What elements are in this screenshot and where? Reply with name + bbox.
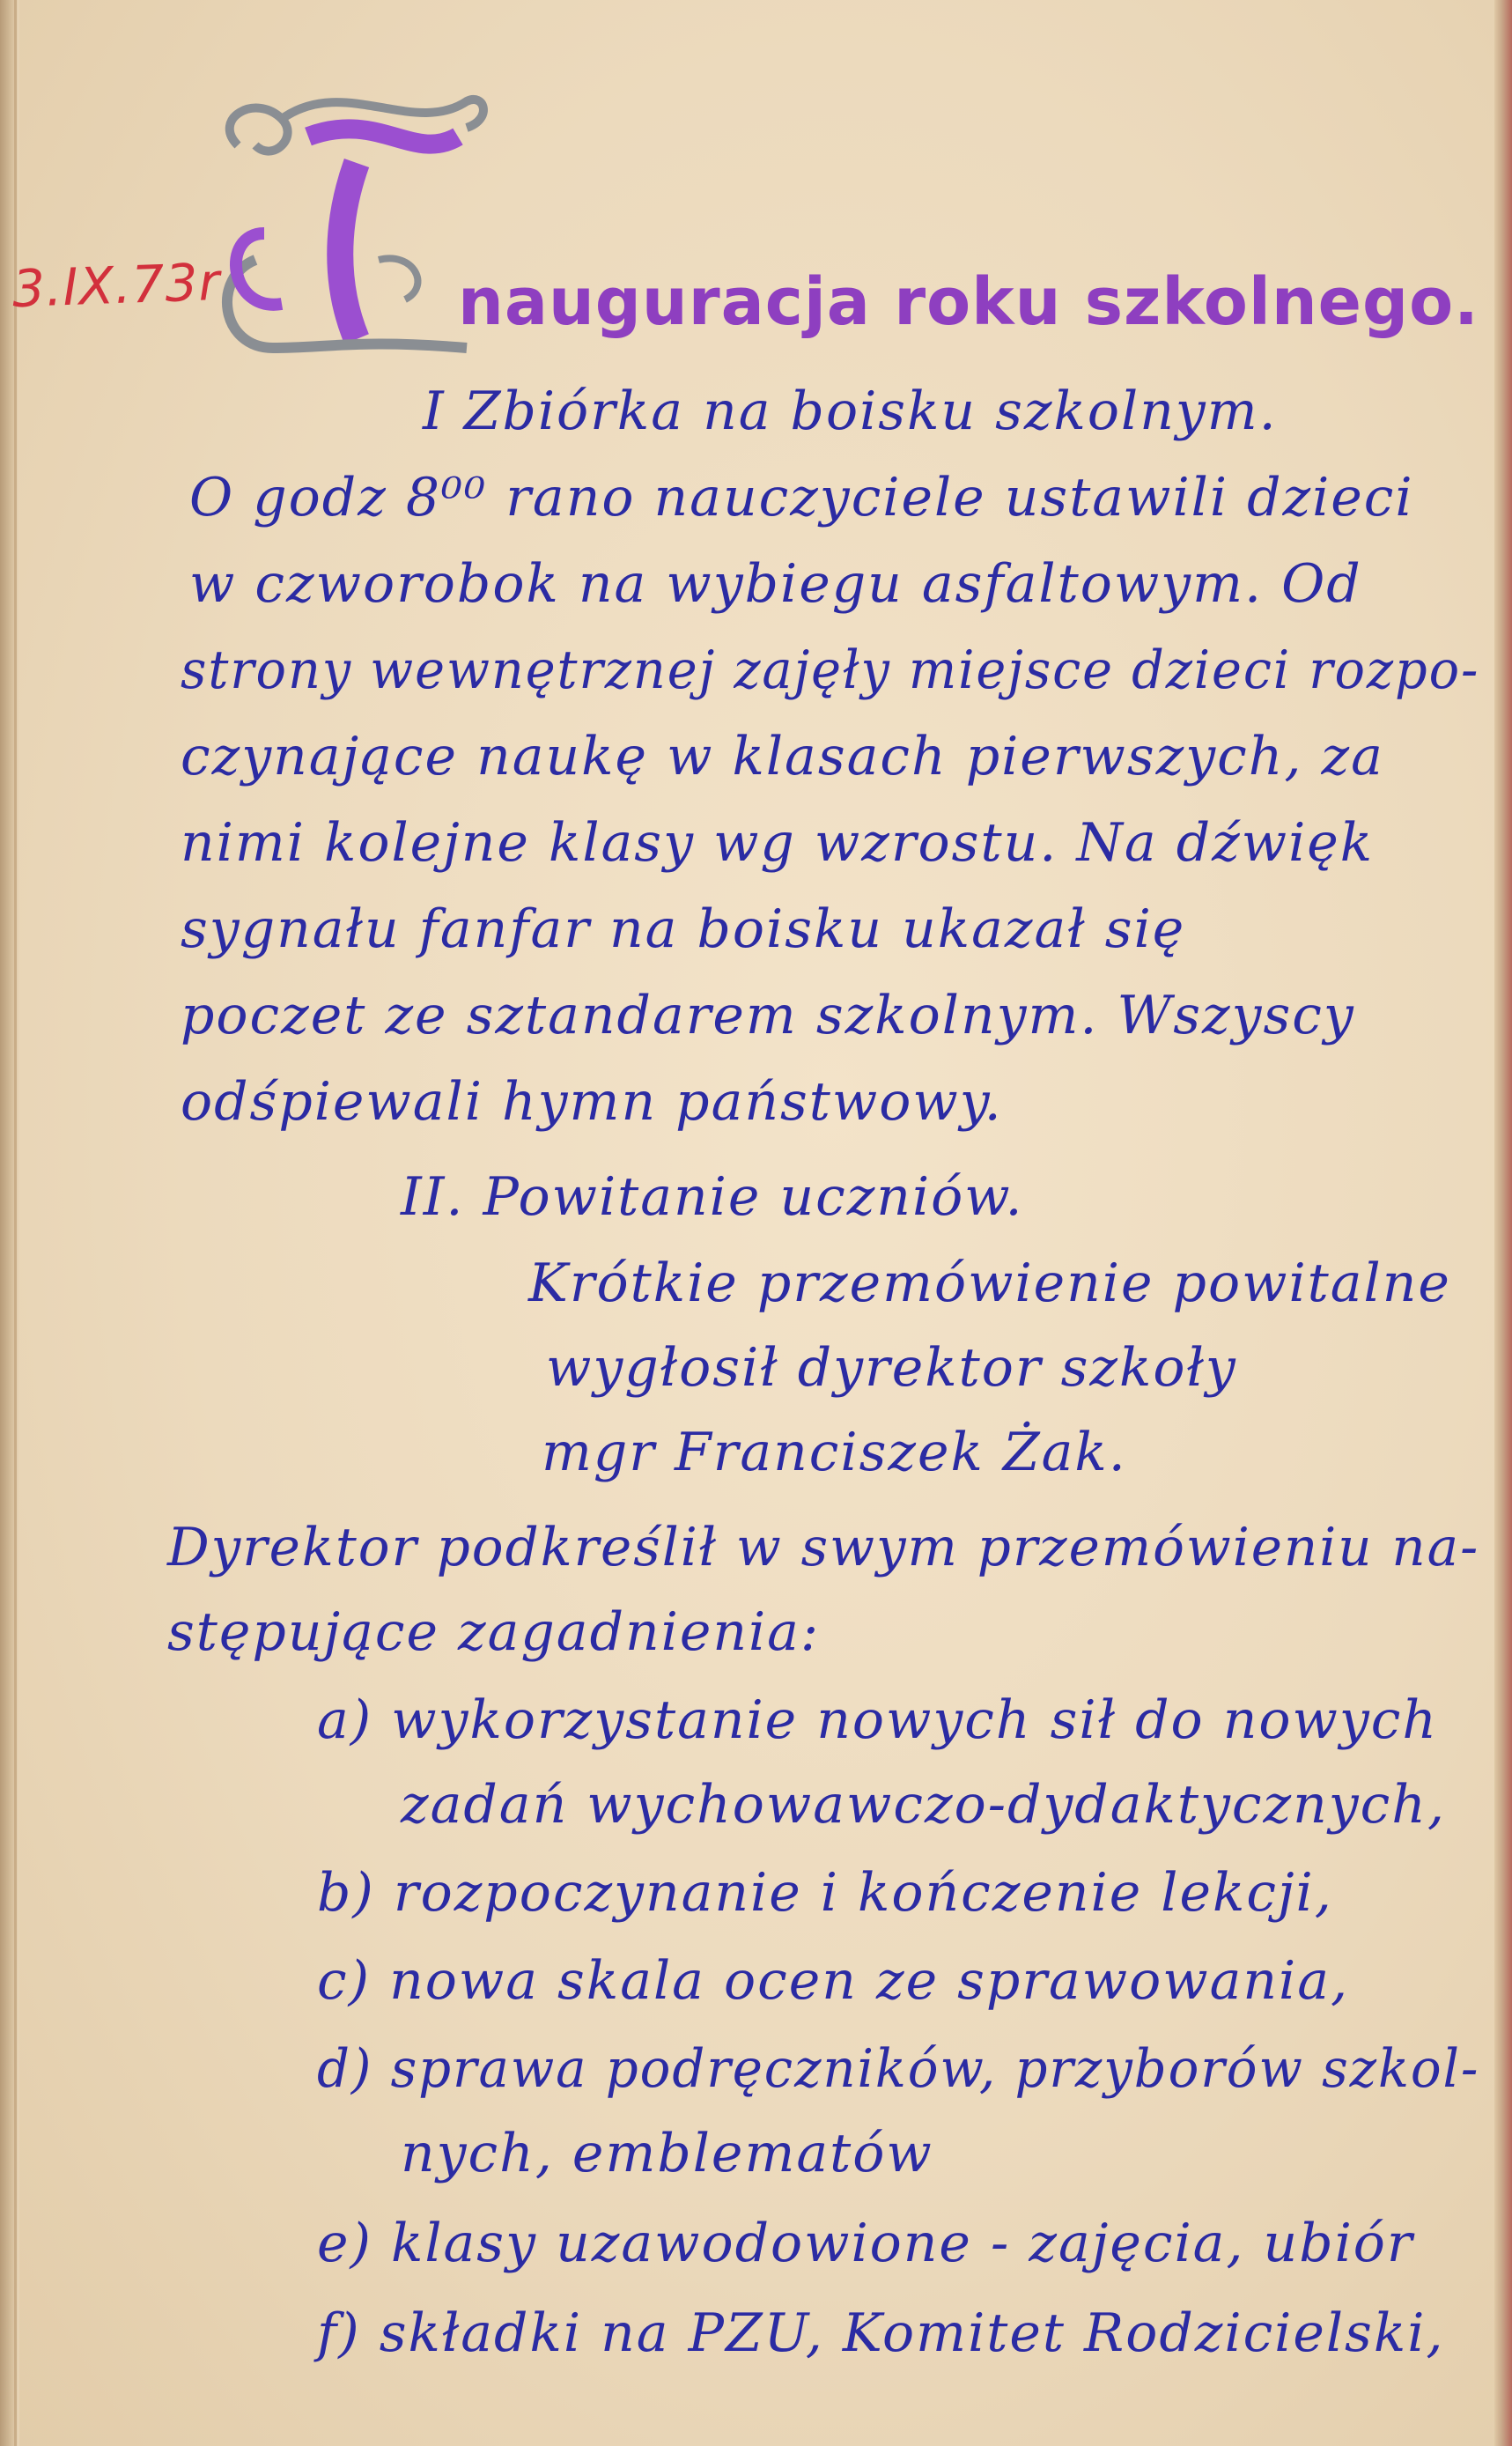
text-line: I Zbiórka na boisku szkolnym.: [423, 381, 1278, 442]
text-line: strony wewnętrznej zajęły miejsce dzieci rozpo-: [181, 639, 1480, 701]
text-line: Dyrektor podkreślił w swym przemówieniu na-: [167, 1517, 1480, 1578]
list-item: f) składki na PZU, Komitet Rodzicielski,: [317, 2302, 1445, 2364]
text-line: odśpiewali hymn państwowy.: [181, 1071, 1003, 1133]
text-line: stępujące zagadnienia:: [167, 1601, 821, 1663]
text-line: w czworobok na wybiegu asfaltowym. Od: [189, 553, 1362, 615]
page-edge: [1494, 0, 1512, 2446]
list-item: a) wykorzystanie nowych sił do nowych: [317, 1689, 1438, 1751]
text-line: czynające naukę w klasach pierwszych, za: [181, 726, 1384, 787]
text-line: poczet ze sztandarem szkolnym. Wszyscy: [181, 985, 1355, 1046]
list-item-continuation: nych, emblematów: [401, 2123, 933, 2184]
text-line: wygłosił dyrektor szkoły: [546, 1337, 1237, 1399]
list-item-continuation: zadań wychowawczo-dydaktycznych,: [401, 1774, 1446, 1836]
list-item: c) nowa skala ocen ze sprawowania,: [317, 1950, 1350, 2012]
section-heading: II. Powitanie uczniów.: [401, 1166, 1024, 1228]
text-line: O godz 8⁰⁰ rano nauczyciele ustawili dzieci: [189, 467, 1414, 528]
list-item: e) klasy uzawodowione - zajęcia, ubiór: [317, 2213, 1414, 2274]
text-line: sygnału fanfar na boisku ukazał się: [181, 898, 1186, 960]
list-item: b) rozpoczynanie i kończenie lekcji,: [317, 1862, 1333, 1924]
text-line: nimi kolejne klasy wg wzrostu. Na dźwięk: [181, 812, 1375, 874]
entry-title: nauguracja roku szkolnego.: [458, 264, 1479, 340]
binding-line: [14, 0, 17, 2446]
list-item: d) sprawa podręczników, przyborów szkol-: [317, 2038, 1480, 2100]
entry-date: 3.IX.73r: [11, 251, 222, 320]
decorated-initial: [203, 84, 493, 374]
text-line: mgr Franciszek Żak.: [542, 1422, 1127, 1483]
text-line: Krótkie przemówienie powitalne: [528, 1253, 1451, 1314]
